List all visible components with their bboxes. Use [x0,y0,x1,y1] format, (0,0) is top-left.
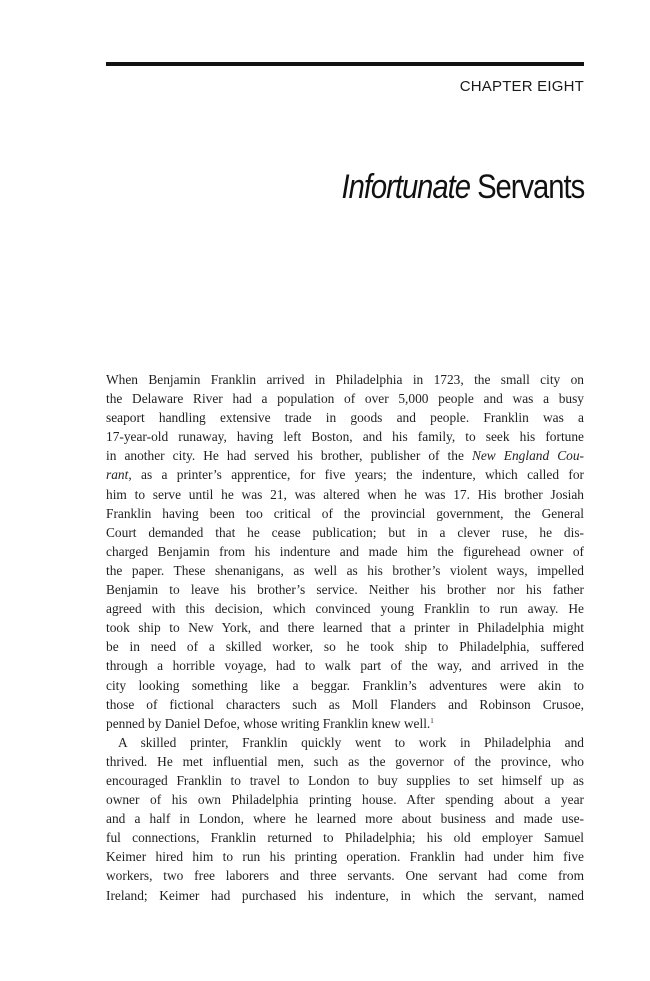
text-run: , as a printer’s apprentice, for five years; the indenture, which called for [128,467,584,483]
text-line: Ireland; Keimer had purchased his indenture, in which the servant, named [106,887,584,903]
text-line: ful connections, Franklin returned to Philadelphia; his old employer Samuel [106,830,584,846]
chapter-title-rest: Servants [469,168,584,206]
text-line: thrived. He met influential men, such as the governor of the province, who [106,753,584,769]
text-line: 17-year-old runaway, having left Boston, and his family, to seek his fortune [106,429,584,445]
text-line [106,714,584,733]
text-line: encouraged Franklin to travel to London to buy supplies to set himself up as [106,772,584,788]
publication-title: rant [106,467,129,483]
chapter-title-italic: Infortunate [341,168,470,206]
text-line: workers, two free laborers and three servants. One servant had come from [106,868,584,884]
text-line: agreed with this decision, which convinced young Franklin to run away. He [106,601,584,617]
text-line [106,446,584,465]
text-run: penned by Daniel Defoe, whose writing Franklin knew well. [106,715,431,731]
text-line: Benjamin to leave his brother’s service. Neither his brother nor his father [106,582,584,598]
text-line: charged Benjamin from his indenture and made him the figurehead owner of [106,543,584,559]
text-line: owner of his own Philadelphia printing house. After spending about a year [106,792,584,808]
text-line [106,465,584,484]
text-line: the Delaware River had a population of over 5,000 people and was a busy [106,391,584,407]
paragraph-1 [106,370,584,733]
text-line: Franklin having been too critical of the provincial government, the General [106,505,584,521]
text-line: be in need of a skilled worker, so he took ship to Philadelphia, suffered [106,639,584,655]
footnote-reference[interactable]: 1 [430,716,434,725]
text-line: Court demanded that he cease publication; but in a clever ruse, he dis- [106,524,584,540]
text-line: through a horrible voyage, had to walk part of the way, and arrived in the [106,658,584,674]
text-run: in another city. He had served his brother, publisher of the [106,448,472,464]
text-line: seaport handling extensive trade in goods and people. Franklin was a [106,410,584,426]
text-line: him to serve until he was 21, was altered when he was 17. His brother Josiah [106,486,584,502]
text-line: those of fictional characters such as Moll Flanders and Robinson Crusoe, [106,696,584,712]
chapter-label: CHAPTER EIGHT [459,78,584,95]
text-line: took ship to New York, and there learned that a printer in Philadelphia might [106,620,584,636]
text-line: A skilled printer, Franklin quickly went to work in Philadelphia and [118,734,584,750]
paragraph-2 [106,733,584,905]
text-line: When Benjamin Franklin arrived in Philadelphia in 1723, the small city on [106,372,584,387]
text-line: the paper. These shenanigans, as well as his brother’s violent ways, impelled [106,562,584,578]
top-rule [106,62,584,66]
text-line: city looking something like a beggar. Franklin’s adventures were akin to [106,677,584,693]
text-line: and a half in London, where he learned more about business and made use- [106,811,584,827]
text-line: Keimer hired him to run his printing operation. Franklin had under him five [106,849,584,865]
body-text [106,370,584,905]
chapter-title [341,168,584,207]
publication-title: New England Cou- [471,448,584,464]
